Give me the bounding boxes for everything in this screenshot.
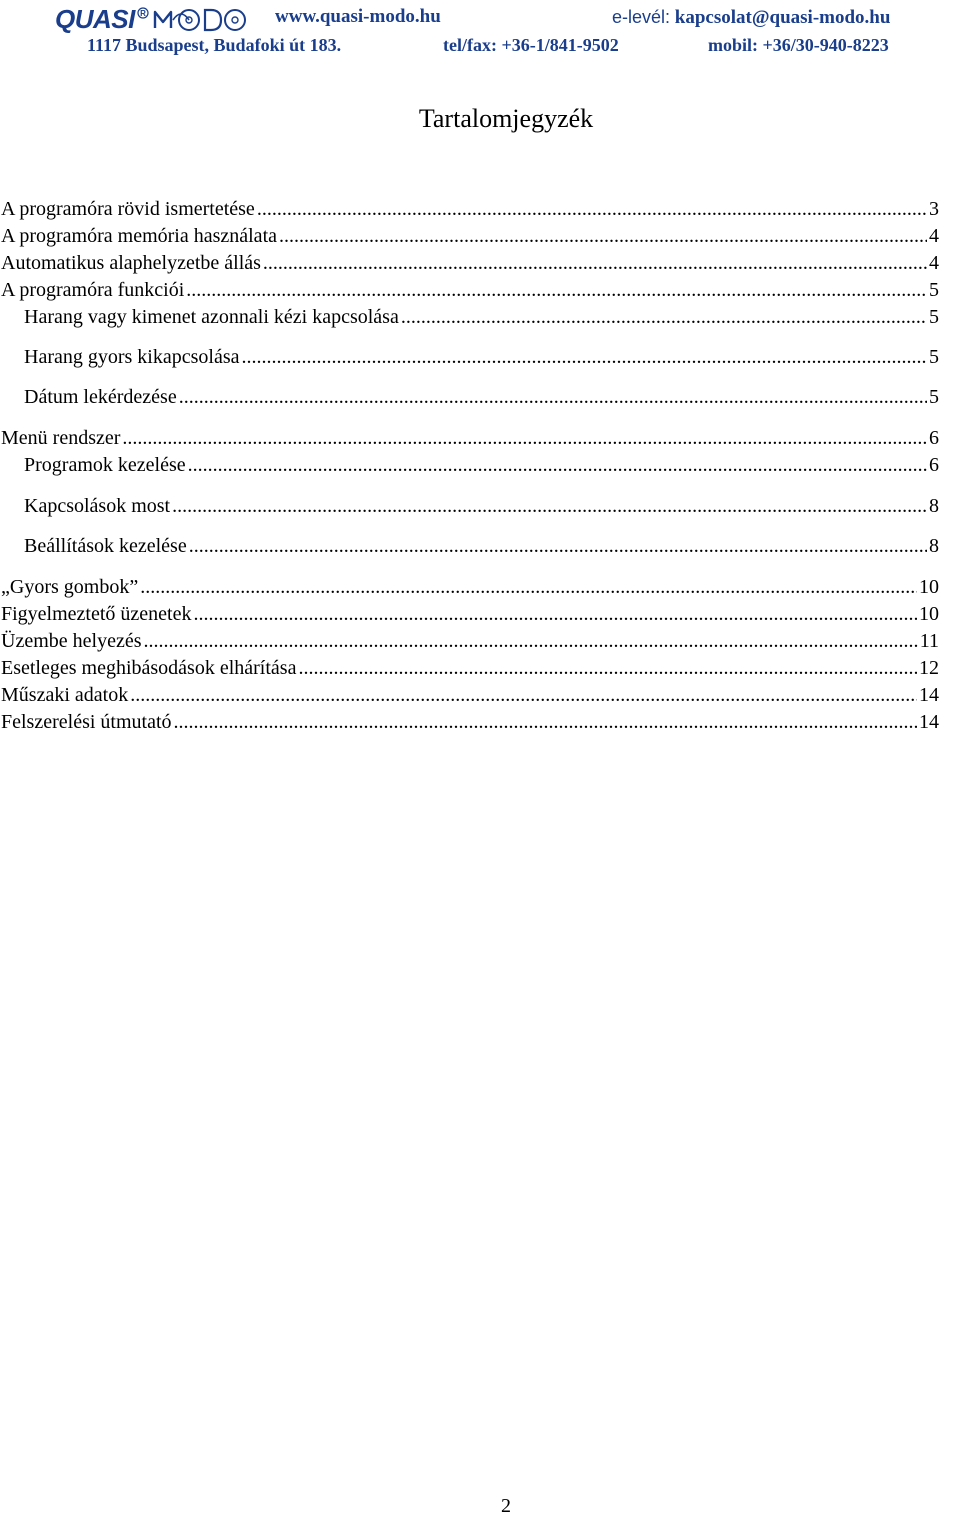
toc-entry-page: 6: [929, 454, 939, 476]
header-mobil: mobil: +36/30-940-8223: [708, 35, 889, 55]
page-title: Tartalomjegyzék: [418, 104, 594, 133]
toc-entry-label: Figyelmeztető üzenetek: [1, 603, 192, 625]
toc-dot-leader: [179, 384, 927, 410]
toc-entry[interactable]: [24, 493, 939, 519]
toc-entry-label: Harang vagy kimenet azonnali kézi kapcsolása: [24, 306, 399, 328]
toc-entry-page: 10: [919, 576, 939, 598]
toc-entry-page: 8: [929, 495, 939, 517]
toc-dot-leader: [174, 709, 917, 735]
toc-entry-page: 11: [919, 630, 939, 652]
toc-dot-leader: [257, 196, 927, 222]
toc-entry-label: Esetleges meghibásodások elhárítása: [1, 657, 297, 679]
toc-dot-leader: [140, 574, 917, 600]
toc-entry[interactable]: [1, 601, 939, 627]
toc-entry[interactable]: [24, 384, 939, 410]
toc-entry[interactable]: [1, 709, 939, 735]
toc-entry[interactable]: [1, 628, 939, 654]
toc-entry-page: 14: [919, 711, 939, 733]
header-email-label: e-levél:: [612, 7, 671, 27]
toc-entry-label: Beállítások kezelése: [24, 535, 187, 557]
toc-dot-leader: [186, 277, 927, 303]
toc-entry[interactable]: [1, 250, 939, 276]
toc-entry-page: 3: [929, 198, 939, 220]
toc-entry-page: 5: [929, 386, 939, 408]
logo-text-left: QUASI: [55, 4, 135, 34]
toc-entry[interactable]: [1, 425, 939, 451]
page-number: 2: [501, 1495, 511, 1517]
toc-entry-label: Harang gyors kikapcsolása: [24, 346, 240, 368]
toc-entry-page: 6: [929, 427, 939, 449]
toc-dot-leader: [143, 628, 917, 654]
header-website[interactable]: www.quasi-modo.hu: [275, 6, 441, 27]
toc-entry-page: 4: [929, 252, 939, 274]
toc-entry[interactable]: [1, 574, 939, 600]
toc-entry[interactable]: [24, 344, 939, 370]
toc-dot-leader: [188, 452, 927, 478]
toc-entry-label: Automatikus alaphelyzetbe állás: [1, 252, 261, 274]
toc-entry[interactable]: [1, 277, 939, 303]
svg-text:R: R: [139, 9, 146, 18]
toc-entry[interactable]: [1, 223, 939, 249]
toc-entry[interactable]: [1, 196, 939, 222]
toc-dot-leader: [172, 493, 927, 519]
header-email[interactable]: kapcsolat@quasi-modo.hu: [674, 7, 891, 28]
toc-entry[interactable]: [24, 533, 939, 559]
toc-dot-leader: [189, 533, 927, 559]
toc-entry[interactable]: [1, 655, 939, 681]
toc-entry-label: Dátum lekérdezése: [24, 386, 177, 408]
toc-entry-label: A programóra funkciói: [1, 279, 185, 301]
toc-dot-leader: [279, 223, 927, 249]
logo-modo-mark: [153, 6, 263, 32]
page-header: [0, 0, 960, 60]
header-telfax: tel/fax: +36-1/841-9502: [443, 35, 619, 55]
toc-entry-label: Üzembe helyezés: [1, 630, 142, 652]
toc-entry-label: Műszaki adatok: [1, 684, 129, 706]
toc-dot-leader: [401, 304, 927, 330]
toc-dot-leader: [122, 425, 927, 451]
toc-entry-label: Programok kezelése: [24, 454, 186, 476]
toc-entry[interactable]: [24, 452, 939, 478]
toc-dot-leader: [263, 250, 927, 276]
toc-dot-leader: [298, 655, 917, 681]
toc-entry-page: 5: [929, 306, 939, 328]
toc-entry-label: „Gyors gombok”: [1, 576, 139, 598]
toc-entry-page: 8: [929, 535, 939, 557]
toc-dot-leader: [130, 682, 917, 708]
toc-entry-label: A programóra memória használata: [1, 225, 277, 247]
toc-entry-page: 14: [919, 684, 939, 706]
toc-entry[interactable]: [1, 682, 939, 708]
toc-entry-page: 10: [919, 603, 939, 625]
header-address: 1117 Budsapest, Budafoki út 183.: [87, 35, 342, 55]
toc-entry-page: 5: [929, 279, 939, 301]
toc-entry-label: Menü rendszer: [1, 427, 121, 449]
toc-entry-page: 5: [929, 346, 939, 368]
toc-entry-label: A programóra rövid ismertetése: [1, 198, 255, 220]
toc-dot-leader: [193, 601, 917, 627]
toc-entry-label: Felszerelési útmutató: [1, 711, 172, 733]
company-logo: [55, 5, 263, 33]
header-email-line: [612, 6, 890, 29]
logo-registered-mark: [137, 7, 149, 19]
toc-dot-leader: [242, 344, 928, 370]
toc-entry-page: 4: [929, 225, 939, 247]
toc-entry[interactable]: [24, 304, 939, 330]
toc-entry-page: 12: [919, 657, 939, 679]
toc-entry-label: Kapcsolások most: [24, 495, 171, 517]
